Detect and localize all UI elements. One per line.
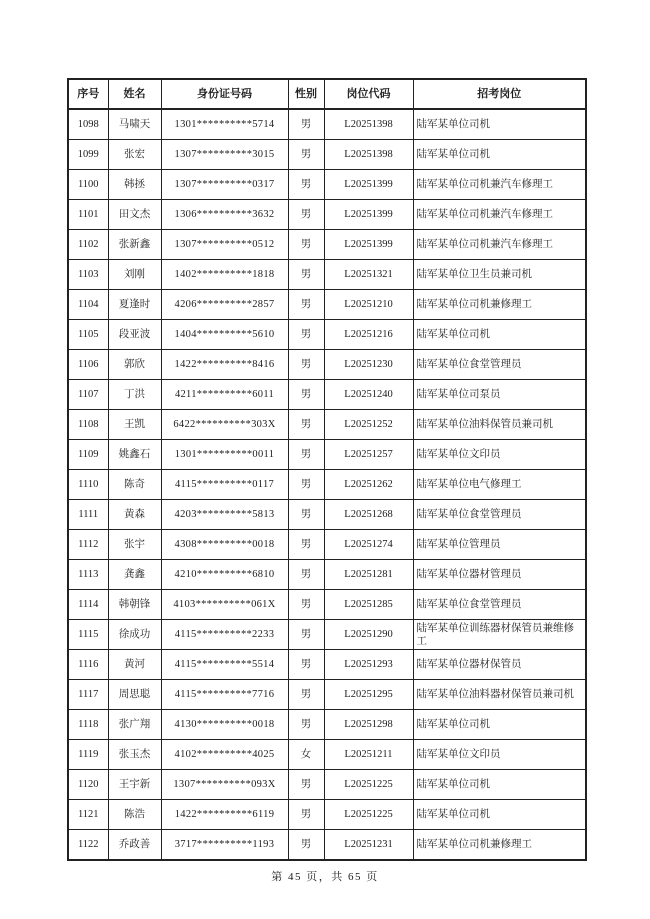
seq-cell: 1112 (68, 530, 108, 560)
seq-cell: 1116 (68, 650, 108, 680)
seq-cell: 1108 (68, 410, 108, 440)
job-code-cell: L20251216 (324, 320, 413, 350)
name-cell: 张宇 (108, 530, 161, 560)
position-cell: 陆军某单位司机兼修理工 (413, 830, 586, 861)
name-cell: 周思聪 (108, 680, 161, 710)
table-row (68, 830, 586, 861)
gender-cell: 男 (288, 260, 324, 290)
name-cell: 丁洪 (108, 380, 161, 410)
seq-cell: 1114 (68, 590, 108, 620)
seq-cell: 1111 (68, 500, 108, 530)
job-code-cell: L20251230 (324, 350, 413, 380)
table-row (68, 140, 586, 170)
seq-cell: 1098 (68, 109, 108, 140)
id-number-cell: 4115**********5514 (161, 650, 288, 680)
seq-cell: 1120 (68, 770, 108, 800)
column-header-id: 身份证号码 (161, 79, 288, 109)
job-code-cell: L20251398 (324, 140, 413, 170)
name-cell: 张新鑫 (108, 230, 161, 260)
job-code-cell: L20251399 (324, 170, 413, 200)
gender-cell: 男 (288, 800, 324, 830)
position-cell: 陆军某单位司泵员 (413, 380, 586, 410)
name-cell: 王宇新 (108, 770, 161, 800)
table-row (68, 410, 586, 440)
table-row (68, 740, 586, 770)
id-number-cell: 4203**********5813 (161, 500, 288, 530)
job-code-cell: L20251398 (324, 109, 413, 140)
gender-cell: 男 (288, 770, 324, 800)
gender-cell: 男 (288, 200, 324, 230)
position-cell: 陆军某单位司机 (413, 800, 586, 830)
gender-cell: 男 (288, 530, 324, 560)
job-code-cell: L20251225 (324, 800, 413, 830)
position-cell: 陆军某单位司机 (413, 710, 586, 740)
seq-cell: 1106 (68, 350, 108, 380)
position-cell: 陆军某单位司机兼汽车修理工 (413, 170, 586, 200)
gender-cell: 男 (288, 830, 324, 861)
seq-cell: 1105 (68, 320, 108, 350)
column-header-name: 姓名 (108, 79, 161, 109)
position-cell: 陆军某单位卫生员兼司机 (413, 260, 586, 290)
seq-cell: 1121 (68, 800, 108, 830)
gender-cell: 男 (288, 350, 324, 380)
position-cell: 陆军某单位油料保管员兼司机 (413, 410, 586, 440)
id-number-cell: 4308**********0018 (161, 530, 288, 560)
gender-cell: 男 (288, 380, 324, 410)
id-number-cell: 4103**********061X (161, 590, 288, 620)
id-number-cell: 1307**********3015 (161, 140, 288, 170)
job-code-cell: L20251231 (324, 830, 413, 861)
gender-cell: 男 (288, 410, 324, 440)
job-code-cell: L20251257 (324, 440, 413, 470)
seq-cell: 1115 (68, 620, 108, 650)
seq-cell: 1104 (68, 290, 108, 320)
job-code-cell: L20251295 (324, 680, 413, 710)
id-number-cell: 1301**********0011 (161, 440, 288, 470)
seq-cell: 1103 (68, 260, 108, 290)
table-row (68, 710, 586, 740)
name-cell: 韩朝锋 (108, 590, 161, 620)
id-number-cell: 1307**********0512 (161, 230, 288, 260)
job-code-cell: L20251274 (324, 530, 413, 560)
name-cell: 田文杰 (108, 200, 161, 230)
job-code-cell: L20251211 (324, 740, 413, 770)
gender-cell: 男 (288, 440, 324, 470)
table-row (68, 290, 586, 320)
name-cell: 张宏 (108, 140, 161, 170)
name-cell: 姚鑫石 (108, 440, 161, 470)
table-row (68, 109, 586, 140)
table-row (68, 170, 586, 200)
table-row (68, 320, 586, 350)
gender-cell: 男 (288, 140, 324, 170)
seq-cell: 1122 (68, 830, 108, 861)
name-cell: 马啸天 (108, 109, 161, 140)
name-cell: 张广翔 (108, 710, 161, 740)
job-code-cell: L20251252 (324, 410, 413, 440)
table-row (68, 800, 586, 830)
id-number-cell: 1307**********0317 (161, 170, 288, 200)
recruitment-roster-table (67, 78, 587, 861)
position-cell: 陆军某单位油料器材保管员兼司机 (413, 680, 586, 710)
seq-cell: 1100 (68, 170, 108, 200)
gender-cell: 男 (288, 710, 324, 740)
id-number-cell: 4211**********6011 (161, 380, 288, 410)
gender-cell: 男 (288, 470, 324, 500)
name-cell: 段亚波 (108, 320, 161, 350)
table-row (68, 380, 586, 410)
name-cell: 刘刚 (108, 260, 161, 290)
position-cell: 陆军某单位文印员 (413, 440, 586, 470)
position-cell: 陆军某单位文印员 (413, 740, 586, 770)
position-cell: 陆军某单位食堂管理员 (413, 590, 586, 620)
seq-cell: 1110 (68, 470, 108, 500)
name-cell: 龚鑫 (108, 560, 161, 590)
table-row (68, 530, 586, 560)
table-row (68, 260, 586, 290)
job-code-cell: L20251281 (324, 560, 413, 590)
position-cell: 陆军某单位食堂管理员 (413, 500, 586, 530)
gender-cell: 男 (288, 590, 324, 620)
table-row (68, 500, 586, 530)
position-cell: 陆军某单位司机兼汽车修理工 (413, 200, 586, 230)
table-row (68, 440, 586, 470)
table-row (68, 230, 586, 260)
table-row (68, 680, 586, 710)
name-cell: 黄森 (108, 500, 161, 530)
id-number-cell: 4130**********0018 (161, 710, 288, 740)
position-cell: 陆军某单位食堂管理员 (413, 350, 586, 380)
table-row (68, 770, 586, 800)
job-code-cell: L20251240 (324, 380, 413, 410)
job-code-cell: L20251399 (324, 200, 413, 230)
id-number-cell: 4102**********4025 (161, 740, 288, 770)
gender-cell: 男 (288, 650, 324, 680)
id-number-cell: 1301**********5714 (161, 109, 288, 140)
name-cell: 陈浩 (108, 800, 161, 830)
name-cell: 乔政善 (108, 830, 161, 861)
gender-cell: 男 (288, 500, 324, 530)
gender-cell: 男 (288, 170, 324, 200)
seq-cell: 1117 (68, 680, 108, 710)
id-number-cell: 4210**********6810 (161, 560, 288, 590)
id-number-cell: 1404**********5610 (161, 320, 288, 350)
position-cell: 陆军某单位司机 (413, 320, 586, 350)
seq-cell: 1119 (68, 740, 108, 770)
job-code-cell: L20251268 (324, 500, 413, 530)
name-cell: 韩拯 (108, 170, 161, 200)
id-number-cell: 4115**********7716 (161, 680, 288, 710)
job-code-cell: L20251225 (324, 770, 413, 800)
position-cell: 陆军某单位器材保管员 (413, 650, 586, 680)
id-number-cell: 1422**********8416 (161, 350, 288, 380)
position-cell: 陆军某单位器材管理员 (413, 560, 586, 590)
job-code-cell: L20251262 (324, 470, 413, 500)
id-number-cell: 6422**********303X (161, 410, 288, 440)
seq-cell: 1109 (68, 440, 108, 470)
column-header-job-code: 岗位代码 (324, 79, 413, 109)
table-row (68, 560, 586, 590)
table-row (68, 200, 586, 230)
id-number-cell: 4115**********2233 (161, 620, 288, 650)
gender-cell: 男 (288, 320, 324, 350)
name-cell: 夏逢时 (108, 290, 161, 320)
gender-cell: 男 (288, 230, 324, 260)
page-number-footer: 第 45 页，共 65 页 (271, 871, 379, 883)
seq-cell: 1118 (68, 710, 108, 740)
gender-cell: 男 (288, 680, 324, 710)
job-code-cell: L20251210 (324, 290, 413, 320)
id-number-cell: 1306**********3632 (161, 200, 288, 230)
table-row (68, 590, 586, 620)
job-code-cell: L20251290 (324, 620, 413, 650)
job-code-cell: L20251293 (324, 650, 413, 680)
name-cell: 郭欣 (108, 350, 161, 380)
gender-cell: 女 (288, 740, 324, 770)
id-number-cell: 4206**********2857 (161, 290, 288, 320)
position-cell: 陆军某单位电气修理工 (413, 470, 586, 500)
table-row (68, 350, 586, 380)
gender-cell: 男 (288, 109, 324, 140)
name-cell: 徐成功 (108, 620, 161, 650)
job-code-cell: L20251399 (324, 230, 413, 260)
table-row (68, 620, 586, 650)
id-number-cell: 3717**********1193 (161, 830, 288, 861)
seq-cell: 1101 (68, 200, 108, 230)
id-number-cell: 1307**********093X (161, 770, 288, 800)
gender-cell: 男 (288, 290, 324, 320)
column-header-gender: 性别 (288, 79, 324, 109)
seq-cell: 1107 (68, 380, 108, 410)
column-header-position: 招考岗位 (413, 79, 586, 109)
gender-cell: 男 (288, 620, 324, 650)
seq-cell: 1102 (68, 230, 108, 260)
gender-cell: 男 (288, 560, 324, 590)
table-row (68, 470, 586, 500)
seq-cell: 1099 (68, 140, 108, 170)
name-cell: 王凯 (108, 410, 161, 440)
id-number-cell: 1402**********1818 (161, 260, 288, 290)
position-cell: 陆军某单位司机兼汽车修理工 (413, 230, 586, 260)
table-header-row (68, 79, 586, 109)
id-number-cell: 1422**********6119 (161, 800, 288, 830)
column-header-seq: 序号 (68, 79, 108, 109)
position-cell: 陆军某单位训练器材保管员兼维修工 (413, 620, 586, 650)
job-code-cell: L20251285 (324, 590, 413, 620)
position-cell: 陆军某单位司机 (413, 109, 586, 140)
name-cell: 黄河 (108, 650, 161, 680)
position-cell: 陆军某单位管理员 (413, 530, 586, 560)
job-code-cell: L20251298 (324, 710, 413, 740)
table-row (68, 650, 586, 680)
position-cell: 陆军某单位司机 (413, 770, 586, 800)
table-body (68, 109, 586, 860)
job-code-cell: L20251321 (324, 260, 413, 290)
seq-cell: 1113 (68, 560, 108, 590)
name-cell: 张玉杰 (108, 740, 161, 770)
position-cell: 陆军某单位司机兼修理工 (413, 290, 586, 320)
name-cell: 陈奇 (108, 470, 161, 500)
position-cell: 陆军某单位司机 (413, 140, 586, 170)
id-number-cell: 4115**********0117 (161, 470, 288, 500)
